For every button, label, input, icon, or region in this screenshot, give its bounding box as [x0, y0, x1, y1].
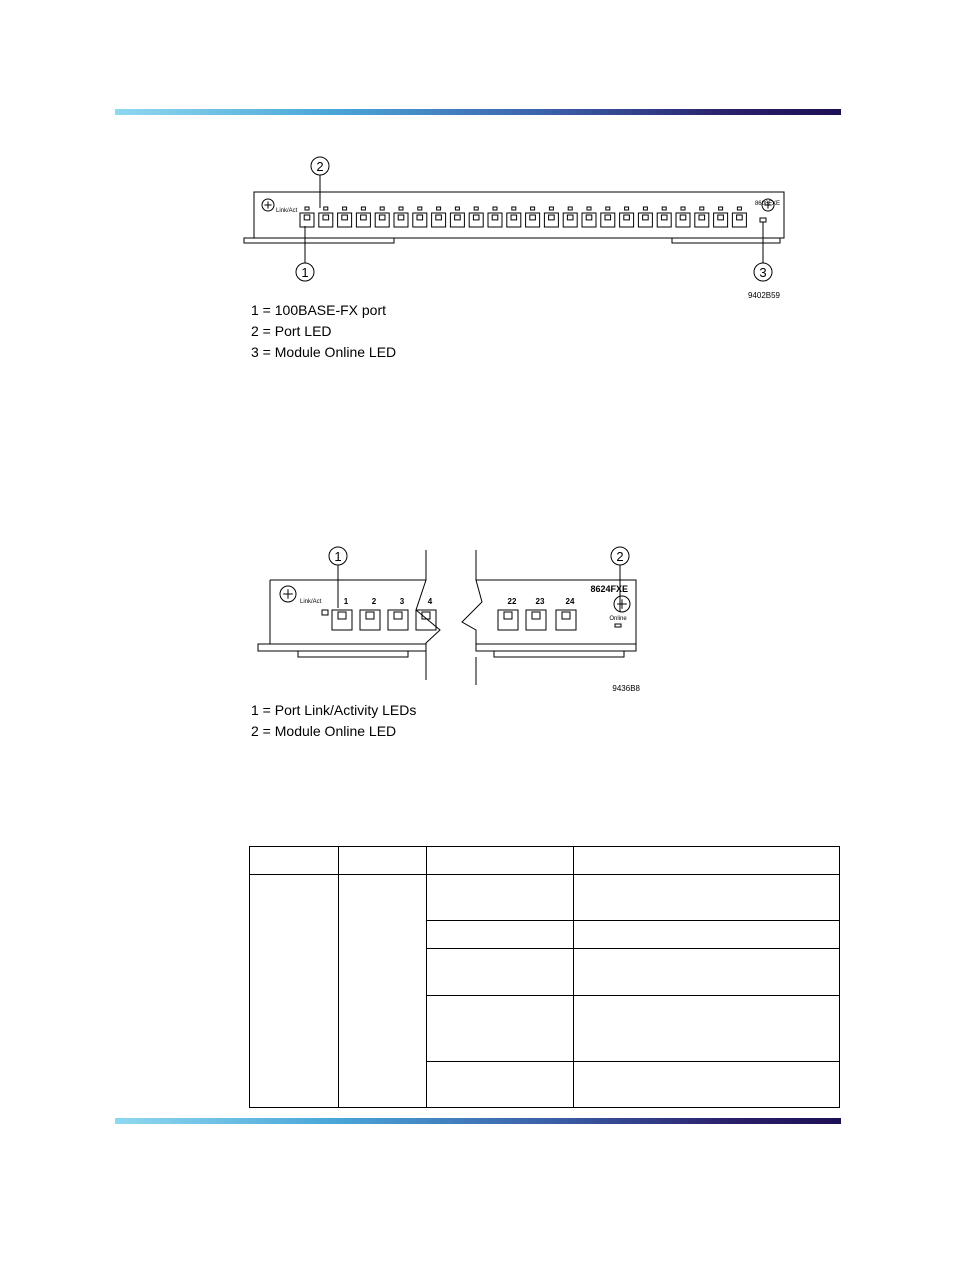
port-led	[587, 207, 591, 210]
legend-item: 1 = Port Link/Activity LEDs	[251, 702, 417, 718]
module-rail-left	[244, 238, 394, 243]
table-cell	[574, 996, 840, 1062]
led-label: Link/Act	[300, 599, 322, 605]
port-led	[437, 207, 441, 210]
callout-number: 1	[301, 265, 309, 280]
table-header-row	[250, 847, 840, 875]
fiber-port	[360, 610, 380, 630]
fiber-port	[526, 610, 546, 630]
legend-item: 1 = 100BASE-FX port	[251, 302, 387, 318]
port-led	[361, 207, 365, 210]
table-cell	[250, 875, 339, 1108]
table-cell	[427, 949, 574, 996]
module-rail-right	[672, 238, 780, 243]
table-row	[250, 875, 840, 921]
table-cell	[427, 1062, 574, 1108]
figure-id: 9436B8	[612, 684, 640, 693]
online-led	[615, 624, 621, 627]
port-number: 24	[565, 597, 575, 606]
port-led	[625, 207, 629, 210]
table-cell	[427, 875, 574, 921]
legend-item: 2 = Module Online LED	[251, 723, 397, 739]
port-led	[662, 207, 666, 210]
led-table	[249, 846, 840, 1108]
callout-number: 2	[616, 549, 624, 564]
port-led	[305, 207, 309, 210]
module-rail-right	[476, 644, 636, 651]
port-number: 2	[371, 597, 377, 606]
online-led	[760, 218, 766, 222]
table-cell	[574, 921, 840, 949]
online-label: Online	[609, 616, 627, 622]
footer-rule	[115, 1118, 841, 1124]
callout-number: 2	[316, 159, 324, 174]
figure-1-legend	[251, 300, 396, 363]
port-led	[568, 207, 572, 210]
port-led	[324, 207, 328, 210]
port-led	[512, 207, 516, 210]
port-led	[493, 207, 497, 210]
port-led	[455, 207, 459, 210]
fiber-port	[556, 610, 576, 630]
callout-number: 1	[334, 549, 342, 564]
led-label: Link/Act	[276, 208, 298, 214]
port-led	[343, 207, 347, 210]
legend-item: 3 = Module Online LED	[251, 344, 397, 360]
header-rule	[115, 109, 841, 115]
module-model-label: 8624FXE	[590, 584, 628, 594]
table-header-cell	[574, 847, 840, 875]
port-led	[322, 610, 328, 615]
port-led	[719, 207, 723, 210]
port-led	[737, 207, 741, 210]
table-header-cell	[339, 847, 427, 875]
figure-id: 9402B59	[747, 291, 780, 300]
table-cell	[427, 996, 574, 1062]
table-cell	[574, 949, 840, 996]
port-number: 23	[535, 597, 545, 606]
module-rail-left	[258, 644, 426, 651]
port-led	[643, 207, 647, 210]
figure-1-module-diagram	[240, 150, 800, 310]
table-cell	[339, 875, 427, 1108]
port-led	[531, 207, 535, 210]
port-number: 1	[343, 597, 349, 606]
port-led	[399, 207, 403, 210]
legend-item: 2 = Port LED	[251, 323, 332, 339]
callout-number: 3	[759, 265, 767, 280]
module-model-label: 8608FXE	[754, 201, 780, 207]
port-number: 4	[427, 597, 433, 606]
table-cell	[574, 1062, 840, 1108]
fiber-port	[388, 610, 408, 630]
fiber-port	[498, 610, 518, 630]
table-cell	[574, 875, 840, 921]
port-number: 3	[399, 597, 405, 606]
port-led	[418, 207, 422, 210]
port-led	[380, 207, 384, 210]
port-number: 22	[507, 597, 517, 606]
port-led	[549, 207, 553, 210]
fiber-port	[332, 610, 352, 630]
port-led	[606, 207, 610, 210]
table-cell	[427, 921, 574, 949]
figure-2-module-diagram	[250, 540, 650, 700]
figure-2-legend	[251, 700, 416, 742]
table-header-cell	[250, 847, 339, 875]
port-led	[700, 207, 704, 210]
table-header-cell	[427, 847, 574, 875]
port-led	[681, 207, 685, 210]
port-led	[474, 207, 478, 210]
